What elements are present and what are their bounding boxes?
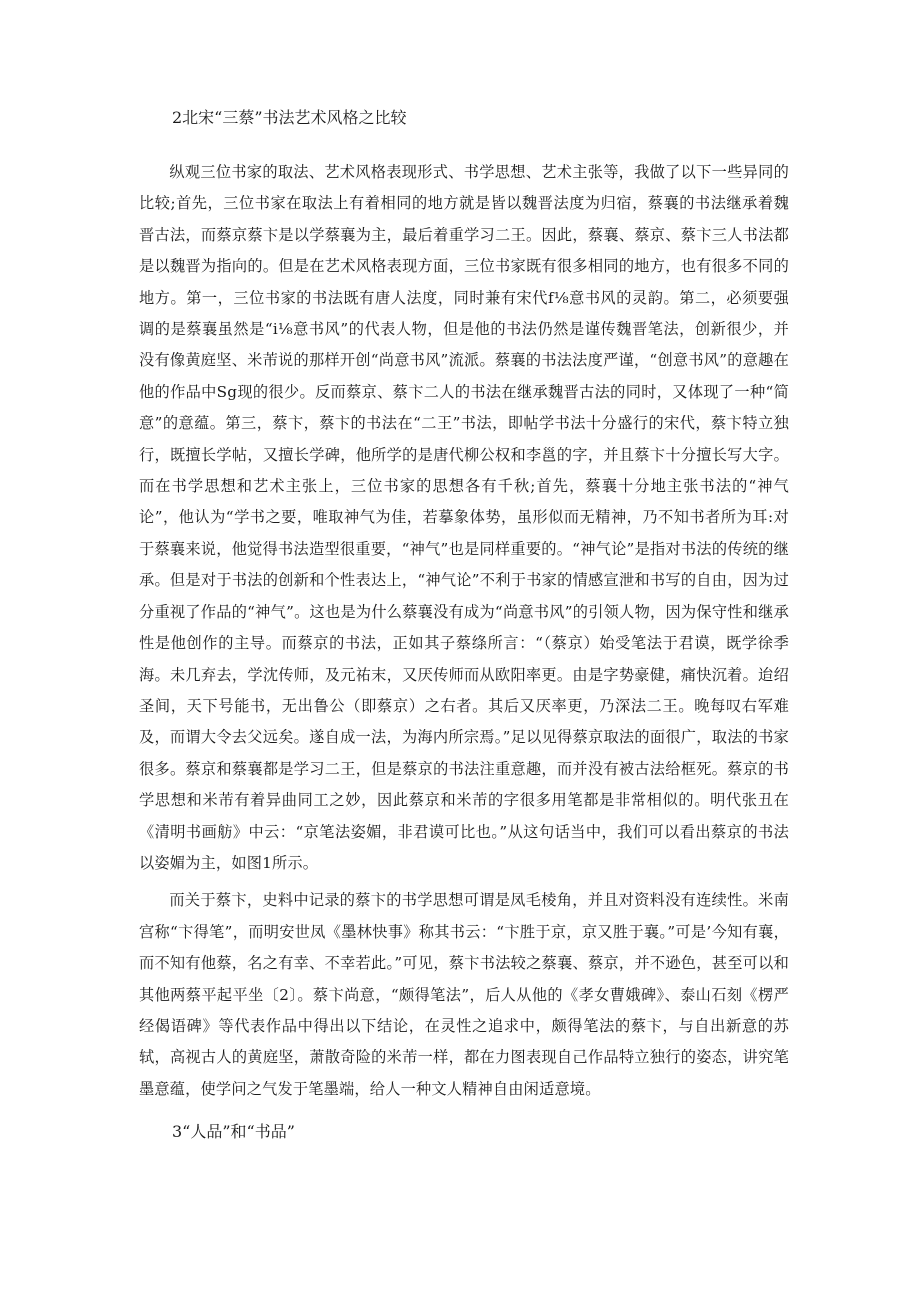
body-paragraph-1: 纵观三位书家的取法、艺术风格表现形式、书学思想、艺术主张等，我做了以下一些异同的比较;首先，三位书家在取法上有着相同的地方就是皆以魏晋法度为归宿，蔡襄的书法继承着魏晋古法，而蔡京蔡卞是以学蔡襄为主，最后着重学习二王。因此，蔡襄、蔡京、蔡卞三人书法都是以魏晋为指向的。但是在艺术风格表现方面，三位书家既有很多相同的地方，也有很多不同的地方。第一，三位书家的书法既有唐人法度，同时兼有宋代f⅛意书风的灵韵。第二，必须要强调的是蔡襄虽然是“i⅛意书风”的代表人物，但是他的书法仍然是谨传魏晋笔法，创新很少，并没有像黄庭坚、米芾说的那样开创“尚意书风”流派。蔡襄的书法法度严谨，“创意书风”的意趣在他的作品中Sg现的很少。反而蔡京、蔡卞二人的书法在继承魏晋古法的同时，又体现了一种“简意”的意蕴。第三，蔡卞，蔡卞的书法在“二王”书法，即帖学书法十分盛行的宋代，蔡卞特立独行，既擅长学帖，又擅长学碑，他所学的是唐代柳公权和李邕的字，并且蔡卞十分擅长写大字。而在书学思想和艺术主张上，三位书家的思想各有千秋;首先，蔡襄十分地主张书法的“神气论”，他认为“学书之要，唯取神气为佳，若摹象体势，虽形似而无精神，乃不知书者所为耳:对于蔡襄来说，他觉得书法造型很重要，“神气”也是同样重要的。“神气论”是指对书法的传统的继承。但是对于书法的创新和个性表达上，“神气论”不利于书家的情感宣泄和书写的自由，因为过分重视了作品的“神气”。这也是为什么蔡襄没有成为“尚意书风”的引领人物，因为保守性和继承性是他创作的主导。而蔡京的书法，正如其子蔡绦所言：“（蔡京）始受笔法于君谟，既学徐季海。未几弃去，学沈传师，及元祐末，又厌传师而从欧阳率更。由是字势豪健，痛快沉着。迨绍圣间，天下号能书，无出鲁公（即蔡京）之右者。其后又厌率更，乃深法二王。晚每叹右军难及，而谓大令去父远矣。遂自成一法，为海内所宗焉。”足以见得蔡京取法的面很广，取法的书家很多。蔡京和蔡襄都是学习二王，但是蔡京的书法注重意趣，而并没有被古法给框死。蔡京的书学思想和米芾有着异曲同工之妙，因此蔡京和米芾的字很多用笔都是非常相似的。明代张丑在《清明书画舫》中云：“京笔法姿媚，非君谟可比也。”从这句话当中，我们可以看出蔡京的书法以姿媚为主，如图1所示。 — [139, 163, 789, 872]
section-heading-3: 3“人品”和“书品” — [172, 1122, 295, 1142]
document-page — [139, 96, 789, 1171]
section-heading-2: 2北宋“三蔡”书法艺术风格之比较 — [172, 108, 407, 127]
body-paragraph-2: 而关于蔡卞，史料中记录的蔡卞的书学思想可谓是凤毛棱角，并且对资料没有连续性。米南宫称“卞得笔”，而明安世凤《墨林快事》称其书云：“卞胜于京，京又胜于襄。”可是’今知有襄，而不知有他蔡，名之有幸、不幸若此。”可见，蔡卞书法较之蔡襄、蔡京，并不逊色，甚至可以和其他两蔡平起平坐〔2〕。蔡卞尚意，“颇得笔法”，后人从他的《孝女曹娥碑》、泰山石刻《楞严经偈语碑》等代表作品中得出以下结论，在灵性之追求中，颇得笔法的蔡卞，与自出新意的苏轼，高视古人的黄庭坚，萧散奇险的米芾一样，都在力图表现自己作品特立独行的姿态，讲究笔墨意蕴，使学问之气发于笔墨端，给人一种文人精神自由闲适意境。 — [139, 891, 789, 1098]
